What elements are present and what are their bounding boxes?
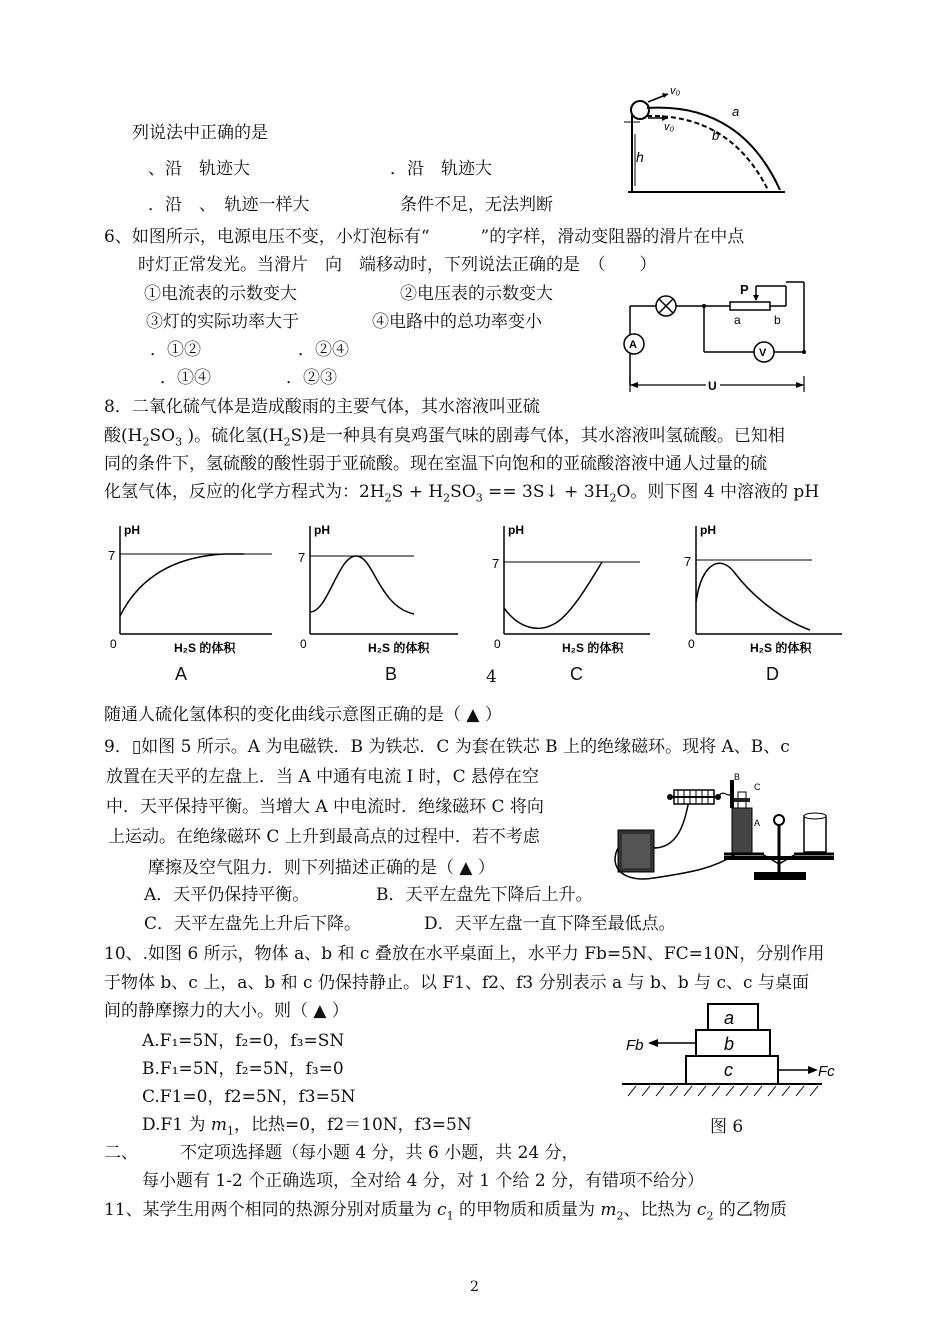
section2-number: 二、	[104, 1143, 138, 1163]
q10-option-a: A.F₁=5N，f₂=0，f₃=SN	[142, 1031, 345, 1051]
q6-p-label: P	[740, 282, 749, 297]
q5-trajectory-figure	[620, 82, 790, 197]
graph-d-zero-label: 0	[688, 637, 695, 651]
q6-u-label: U	[708, 379, 717, 393]
q6-option-c: ．①④	[160, 368, 211, 388]
q10-line1: 10、.如图 6 所示，物体 a、b 和 c 叠放在水平桌面上，水平力 Fb=5N、FC=10N，分别作用	[104, 944, 825, 964]
graph-c-zero-label: 0	[494, 637, 501, 651]
q8-graph-a	[104, 520, 279, 655]
q9-b-label: B	[734, 772, 741, 782]
q11-line1: 11、某学生用两个相同的热源分别对质量为 $c_1$ 的甲物质和质量为 $m_2$、比热为 $c_2$ 的乙物质	[104, 1200, 787, 1223]
q10-block-b-label: b	[724, 1034, 735, 1054]
q8-line4: 化氢气体，反应的化学方程式为：$2H_2S + H_2SO_3$ == 3S↓ + $3H_2O$。则下图 4 中溶液的 pH	[104, 482, 820, 505]
q10-option-b: B.F₁=5N，f₂=5N，f₃=0	[142, 1059, 344, 1079]
graph-a-zero-label: 0	[110, 637, 117, 651]
graph-c-ph-label: pH	[508, 523, 524, 537]
fig6-caption: 图 6	[710, 1117, 744, 1137]
q6-ammeter-label: A	[629, 339, 637, 351]
q5-v0-bottom-label: v₀	[664, 121, 675, 133]
graph-a-seven-label: 7	[108, 548, 116, 563]
q6-a-label: a	[734, 313, 741, 327]
graph-a-x-label: H₂S 的体积	[174, 641, 236, 655]
q5-option-a: 、沿 轨迹大	[148, 159, 250, 179]
graph-a-letter: A	[175, 664, 188, 684]
q6-line1: 6、如图所示，电源电压不变，小灯泡标有“ ”的字样，滑动变阻器的滑片在中点	[104, 227, 745, 247]
q5-option-b: ．沿 轨迹大	[390, 159, 492, 179]
q5-b-label: b	[712, 128, 720, 143]
q6-circuit-figure	[618, 280, 813, 395]
q5-v0-top-label: v₀	[670, 85, 681, 97]
graph-d-ph-label: pH	[700, 523, 716, 537]
q9-c-label: C	[754, 782, 761, 792]
q10-option-d: D.F1 为 $m_1$，比热=0，f2＝10N，f3=5N	[142, 1115, 472, 1138]
q5-option-c: ．沿 、 轨迹一样大	[148, 195, 310, 215]
graph-b-ph-label: pH	[314, 523, 330, 537]
q5-a-label: a	[732, 104, 740, 119]
graph-d-letter: D	[766, 664, 779, 684]
q6-statement-3: ③灯的实际功率大于	[146, 312, 299, 332]
graph-a-ph-label: pH	[124, 523, 140, 537]
graph-c-seven-label: 7	[492, 556, 500, 571]
q10-block-a-label: a	[724, 1008, 735, 1028]
graph-c-letter: C	[570, 664, 583, 684]
section2-title: 不定项选择题（每小题 4 分，共 6 小题，共 24 分，	[180, 1143, 579, 1163]
q8-line5: 随通人硫化氢体积的变化曲线示意图正确的是（ ▲ ）	[104, 705, 502, 725]
graph-b-letter: B	[385, 664, 398, 684]
q9-line1: 9．▯如图 5 所示。A 为电磁铁．B 为铁芯．C 为套在铁芯 B 上的绝缘磁环。现将 A、B、c	[104, 737, 790, 757]
graph-d-x-label: H₂S 的体积	[750, 641, 812, 655]
q9-option-b: B．天平左盘先下降后上升。	[376, 885, 593, 905]
fig4-number: 4	[486, 667, 497, 687]
q8-line2: 酸($H_2SO_3$ )。硫化氢$(H_2S)$是一种具有臭鸡蛋气味的剧毒气体，其水溶液叫氢硫酸。已知相	[104, 426, 785, 449]
q9-line3: 中．天平保持平衡。当增大 A 中电流时．绝缘磁环 C 将向	[106, 797, 544, 817]
q10-fc-label: Fc	[818, 1063, 835, 1080]
graph-b-zero-label: 0	[300, 637, 307, 651]
q5-h-label: h	[636, 149, 644, 165]
q9-line4: 上运动。在绝缘磁环 C 上升到最高点的过程中．若不考虑	[108, 827, 540, 847]
page-number: 2	[470, 1279, 479, 1295]
graph-b-x-label: H₂S 的体积	[368, 641, 430, 655]
q10-option-c: C.F1=0，f2=5N，f3=5N	[142, 1087, 356, 1107]
q6-voltmeter-label: V	[759, 347, 767, 359]
q10-line2: 于物体 b、c 上，a、b 和 c 仍保持静止。以 F1、f2、f3 分别表示 a 与 b、b 与 c、c 与桌面	[104, 973, 809, 993]
q8-line3: 同的条件下，氢硫酸的酸性弱于亚硫酸。现在室温下向饱和的亚硫酸溶液中通人过量的硫	[104, 454, 767, 474]
section2-note: 每小题有 1-2 个正确选项，全对给 4 分，对 1 个给 2 分，有错项不给分）	[142, 1171, 705, 1191]
q10-fb-label: Fb	[626, 1037, 644, 1054]
q9-balance-figure	[614, 768, 839, 888]
q5-option-d: 条件不足，无法判断	[400, 195, 553, 215]
q6-option-a: ．①②	[150, 340, 201, 360]
q9-option-a: A．天平仍保持平衡。	[144, 885, 310, 905]
q6-line2: 时灯正常发光。当滑片 向 端移动时，下列说法正确的是 （ ）	[138, 255, 657, 275]
q10-block-c-label: c	[724, 1060, 733, 1080]
q6-option-d: ．②③	[286, 368, 337, 388]
q8-line1: 8．二氧化硫气体是造成酸雨的主要气体，其水溶液叫亚硫	[104, 397, 540, 417]
q9-a-label: A	[754, 818, 761, 828]
graph-d-seven-label: 7	[684, 554, 692, 569]
q8-graph-b	[298, 520, 468, 655]
q5-tail: 列说法中正确的是	[132, 123, 268, 143]
q6-statement-1: ①电流表的示数变大	[144, 284, 297, 304]
q6-statement-4: ④电路中的总功率变小	[372, 312, 542, 332]
q6-b-label: b	[774, 313, 781, 327]
graph-c-x-label: H₂S 的体积	[562, 641, 624, 655]
q9-option-d: D．天平左盘一直下降至最低点。	[424, 914, 676, 934]
graph-b-seven-label: 7	[298, 550, 306, 565]
q6-option-b: ．②④	[298, 340, 349, 360]
q8-graph-c	[490, 520, 660, 655]
q6-statement-2: ②电压表的示数变大	[400, 284, 553, 304]
q9-line5: 摩擦及空气阻力．则下列描述正确的是（ ▲ ）	[148, 858, 495, 878]
q9-line2: 放置在天平的左盘上．当 A 中通有电流 I 时，C 悬停在空	[106, 767, 540, 787]
q10-blocks-figure	[622, 1000, 842, 1105]
q10-line3: 间的静摩擦力的大小。则（ ▲ ）	[104, 1001, 349, 1021]
q8-graph-d	[682, 520, 852, 655]
q9-option-c: C．天平左盘先上升后下降。	[144, 914, 362, 934]
